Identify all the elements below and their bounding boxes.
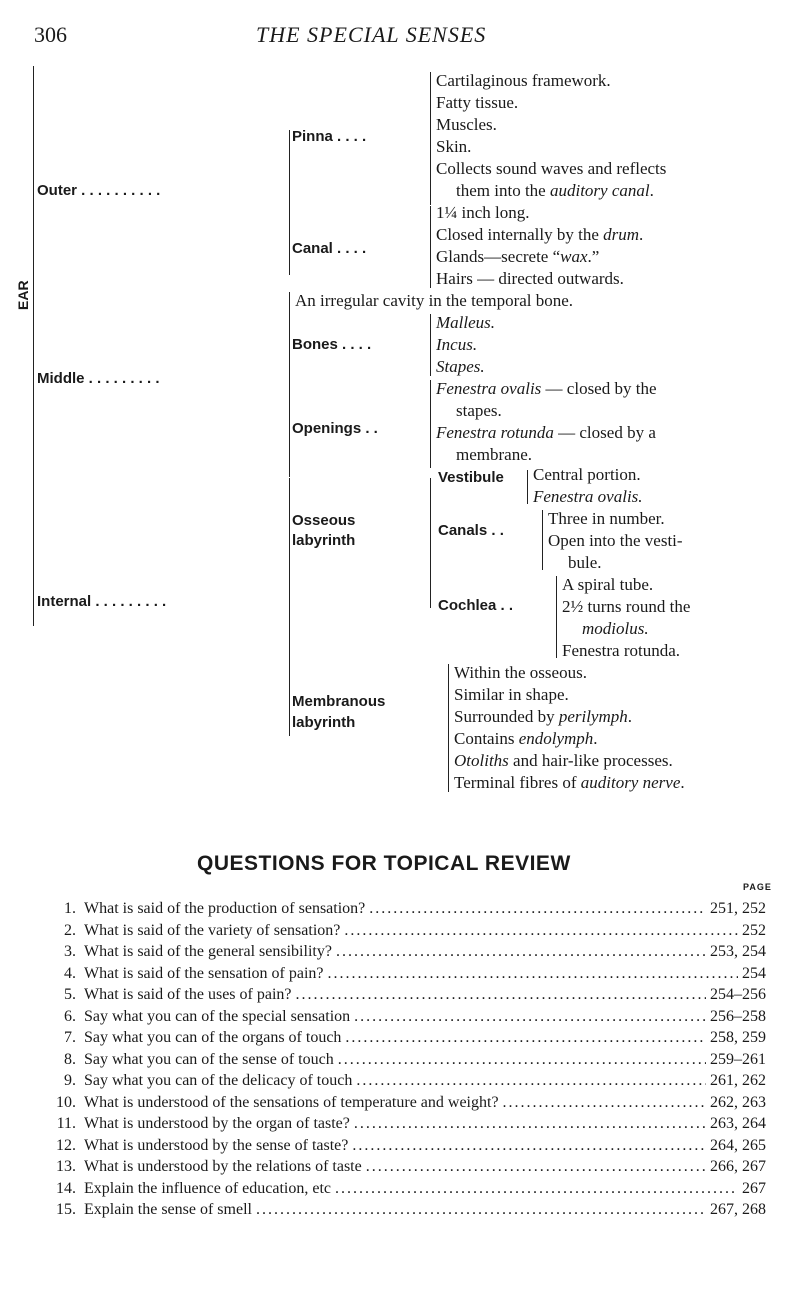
leader-dots bbox=[503, 1092, 706, 1113]
canal-item: Hairs — directed outwards. bbox=[436, 269, 624, 288]
canal-item: 1¼ inch long. bbox=[436, 203, 530, 222]
internal-label: Internal . . . . . . . . . bbox=[37, 593, 167, 610]
canals-item: bule. bbox=[568, 553, 602, 572]
cochlea-item: Fenestra rotunda. bbox=[562, 641, 681, 660]
pinna-item: them into the auditory canal. bbox=[456, 181, 654, 200]
opening-item: membrane. bbox=[456, 445, 532, 464]
cochlea-item: 2½ turns round the bbox=[562, 597, 691, 616]
leader-dots bbox=[352, 1135, 706, 1156]
middle-brace bbox=[289, 292, 290, 477]
question-page-ref: 263, 264 bbox=[710, 1115, 766, 1132]
vestibule-brace bbox=[527, 470, 528, 504]
internal-brace bbox=[289, 478, 290, 736]
canal-brace bbox=[430, 206, 431, 288]
ear-brace bbox=[33, 66, 34, 626]
question-number: 9. bbox=[64, 1072, 76, 1089]
bones-brace bbox=[430, 314, 431, 376]
pinna-item: Fatty tissue. bbox=[436, 93, 519, 112]
vestibule-label: Vestibule bbox=[438, 469, 504, 486]
question-text: What is said of the production of sensation? bbox=[84, 900, 366, 917]
question-number: 4. bbox=[64, 964, 76, 982]
question-row bbox=[48, 984, 766, 1005]
question-row bbox=[48, 963, 766, 984]
pinna-brace bbox=[430, 72, 431, 205]
question-row bbox=[48, 898, 766, 919]
question-row bbox=[48, 941, 766, 962]
question-number: 11. bbox=[56, 1115, 76, 1132]
leader-dots bbox=[354, 1006, 706, 1027]
question-number: 14. bbox=[56, 1179, 76, 1197]
question-text: Say what you can of the organs of touch bbox=[84, 1029, 342, 1046]
membranous-brace bbox=[448, 664, 449, 792]
question-text: What is said of the general sensibility? bbox=[84, 943, 332, 960]
question-text: Say what you can of the delicacy of touch bbox=[84, 1072, 353, 1089]
pinna-item: Muscles. bbox=[436, 115, 497, 134]
question-row bbox=[48, 1006, 766, 1027]
middle-intro: An irregular cavity in the temporal bone. bbox=[295, 291, 574, 310]
question-row bbox=[48, 1092, 766, 1113]
vestibule-item: Fenestra ovalis. bbox=[533, 487, 643, 506]
opening-item: stapes. bbox=[456, 401, 502, 420]
outer-label: Outer . . . . . . . . . . bbox=[37, 182, 161, 199]
question-row bbox=[48, 920, 766, 941]
membranous-item: Otoliths and hair-like processes. bbox=[454, 751, 673, 770]
question-number: 15. bbox=[56, 1201, 76, 1218]
question-number: 1. bbox=[64, 900, 76, 917]
question-number: 2. bbox=[64, 921, 76, 939]
pinna-label: Pinna . . . . bbox=[292, 128, 367, 145]
question-page-ref: 266, 267 bbox=[710, 1158, 766, 1175]
page-number: 306 bbox=[34, 22, 67, 47]
leader-dots bbox=[354, 1113, 706, 1134]
canals-label: Canals . . bbox=[438, 522, 504, 539]
vestibule-item: Central portion. bbox=[533, 465, 641, 484]
question-page-ref: 251, 252 bbox=[710, 900, 766, 917]
pinna-item: Skin. bbox=[436, 137, 472, 156]
membranous-item: Similar in shape. bbox=[454, 685, 569, 704]
question-text: What is said of the uses of pain? bbox=[84, 986, 292, 1003]
leader-dots bbox=[345, 1027, 706, 1048]
membranous-label: labyrinth bbox=[292, 714, 356, 731]
leader-dots bbox=[335, 1178, 738, 1199]
question-row bbox=[48, 1113, 766, 1134]
outer-brace bbox=[289, 130, 290, 275]
canal-item: Closed internally by the drum. bbox=[436, 225, 644, 244]
cochlea-item: A spiral tube. bbox=[562, 575, 654, 594]
bone-stapes: Stapes. bbox=[436, 357, 485, 376]
question-text: Explain the influence of education, etc bbox=[84, 1179, 332, 1197]
leader-dots bbox=[296, 984, 707, 1005]
question-number: 3. bbox=[64, 943, 76, 960]
canal-item: Glands—secrete “wax.” bbox=[436, 247, 600, 266]
ear-side-label: EAR bbox=[15, 280, 31, 310]
bones-label: Bones . . . . bbox=[292, 336, 372, 353]
question-page-ref: 264, 265 bbox=[710, 1136, 766, 1154]
question-row bbox=[48, 1049, 766, 1070]
question-text: What is said of the sensation of pain? bbox=[84, 964, 324, 982]
question-row bbox=[48, 1135, 766, 1156]
question-row bbox=[48, 1070, 766, 1091]
pinna-item: Collects sound waves and reflects bbox=[436, 159, 667, 178]
openings-brace bbox=[430, 380, 431, 468]
running-title: THE SPECIAL SENSES bbox=[256, 22, 487, 47]
leader-dots bbox=[328, 963, 739, 984]
canals-brace bbox=[542, 510, 543, 570]
bone-incus: Incus. bbox=[436, 335, 478, 354]
bone-malleus: Malleus. bbox=[436, 313, 496, 332]
question-page-ref: 253, 254 bbox=[710, 943, 766, 960]
page-column-label: PAGE bbox=[743, 882, 772, 892]
question-text: What is understood by the relations of taste bbox=[84, 1158, 362, 1175]
questions-title: QUESTIONS FOR TOPICAL REVIEW bbox=[197, 852, 571, 875]
leader-dots bbox=[369, 898, 706, 919]
question-page-ref: 252 bbox=[742, 921, 766, 939]
question-number: 7. bbox=[64, 1029, 76, 1046]
canal-label: Canal . . . . bbox=[292, 240, 367, 257]
leader-dots bbox=[338, 1049, 706, 1070]
leader-dots bbox=[256, 1199, 706, 1220]
opening-item: Fenestra ovalis — closed by the bbox=[436, 379, 657, 398]
osseous-label: Osseous bbox=[292, 512, 356, 529]
middle-label: Middle . . . . . . . . . bbox=[37, 370, 160, 387]
question-number: 8. bbox=[64, 1050, 76, 1068]
cochlea-brace bbox=[556, 576, 557, 658]
canals-item: Open into the vesti- bbox=[548, 531, 683, 550]
question-number: 6. bbox=[64, 1007, 76, 1025]
openings-label: Openings . . bbox=[292, 420, 378, 437]
question-text: What is understood of the sensations of temperature and weight? bbox=[84, 1093, 499, 1111]
membranous-label: Membranous bbox=[292, 693, 386, 710]
question-number: 5. bbox=[64, 986, 76, 1003]
question-text: Say what you can of the special sensation bbox=[84, 1007, 351, 1025]
osseous-brace bbox=[430, 478, 431, 608]
leader-dots bbox=[356, 1070, 706, 1091]
question-page-ref: 267 bbox=[742, 1179, 766, 1197]
question-row bbox=[48, 1199, 766, 1220]
cochlea-label: Cochlea . . bbox=[438, 597, 514, 614]
question-row bbox=[48, 1178, 766, 1199]
question-text: What is understood by the organ of taste? bbox=[84, 1115, 350, 1132]
question-text: What is said of the variety of sensation? bbox=[84, 921, 341, 939]
question-page-ref: 261, 262 bbox=[710, 1072, 766, 1089]
leader-dots bbox=[336, 941, 706, 962]
membranous-item: Terminal fibres of auditory nerve. bbox=[454, 773, 685, 792]
question-text: Explain the sense of smell bbox=[84, 1201, 252, 1218]
question-number: 13. bbox=[56, 1158, 76, 1175]
pinna-item: Cartilaginous framework. bbox=[436, 71, 611, 90]
question-number: 10. bbox=[56, 1093, 76, 1111]
question-text: Say what you can of the sense of touch bbox=[84, 1050, 334, 1068]
cochlea-item: modiolus. bbox=[582, 619, 649, 638]
opening-item: Fenestra rotunda — closed by a bbox=[436, 423, 656, 442]
question-page-ref: 262, 263 bbox=[710, 1093, 766, 1111]
leader-dots bbox=[366, 1156, 706, 1177]
question-row bbox=[48, 1027, 766, 1048]
question-page-ref: 254–256 bbox=[710, 986, 766, 1003]
question-row bbox=[48, 1156, 766, 1177]
question-page-ref: 256–258 bbox=[710, 1007, 766, 1025]
membranous-item: Contains endolymph. bbox=[454, 729, 598, 748]
question-page-ref: 259–261 bbox=[710, 1050, 766, 1068]
question-page-ref: 254 bbox=[742, 964, 766, 982]
canals-item: Three in number. bbox=[548, 509, 665, 528]
membranous-item: Surrounded by perilymph. bbox=[454, 707, 633, 726]
membranous-item: Within the osseous. bbox=[454, 663, 587, 682]
question-page-ref: 267, 268 bbox=[710, 1201, 766, 1218]
question-number: 12. bbox=[56, 1136, 76, 1154]
question-text: What is understood by the sense of taste? bbox=[84, 1136, 349, 1154]
leader-dots bbox=[344, 920, 738, 941]
question-page-ref: 258, 259 bbox=[710, 1029, 766, 1046]
osseous-label: labyrinth bbox=[292, 532, 356, 549]
